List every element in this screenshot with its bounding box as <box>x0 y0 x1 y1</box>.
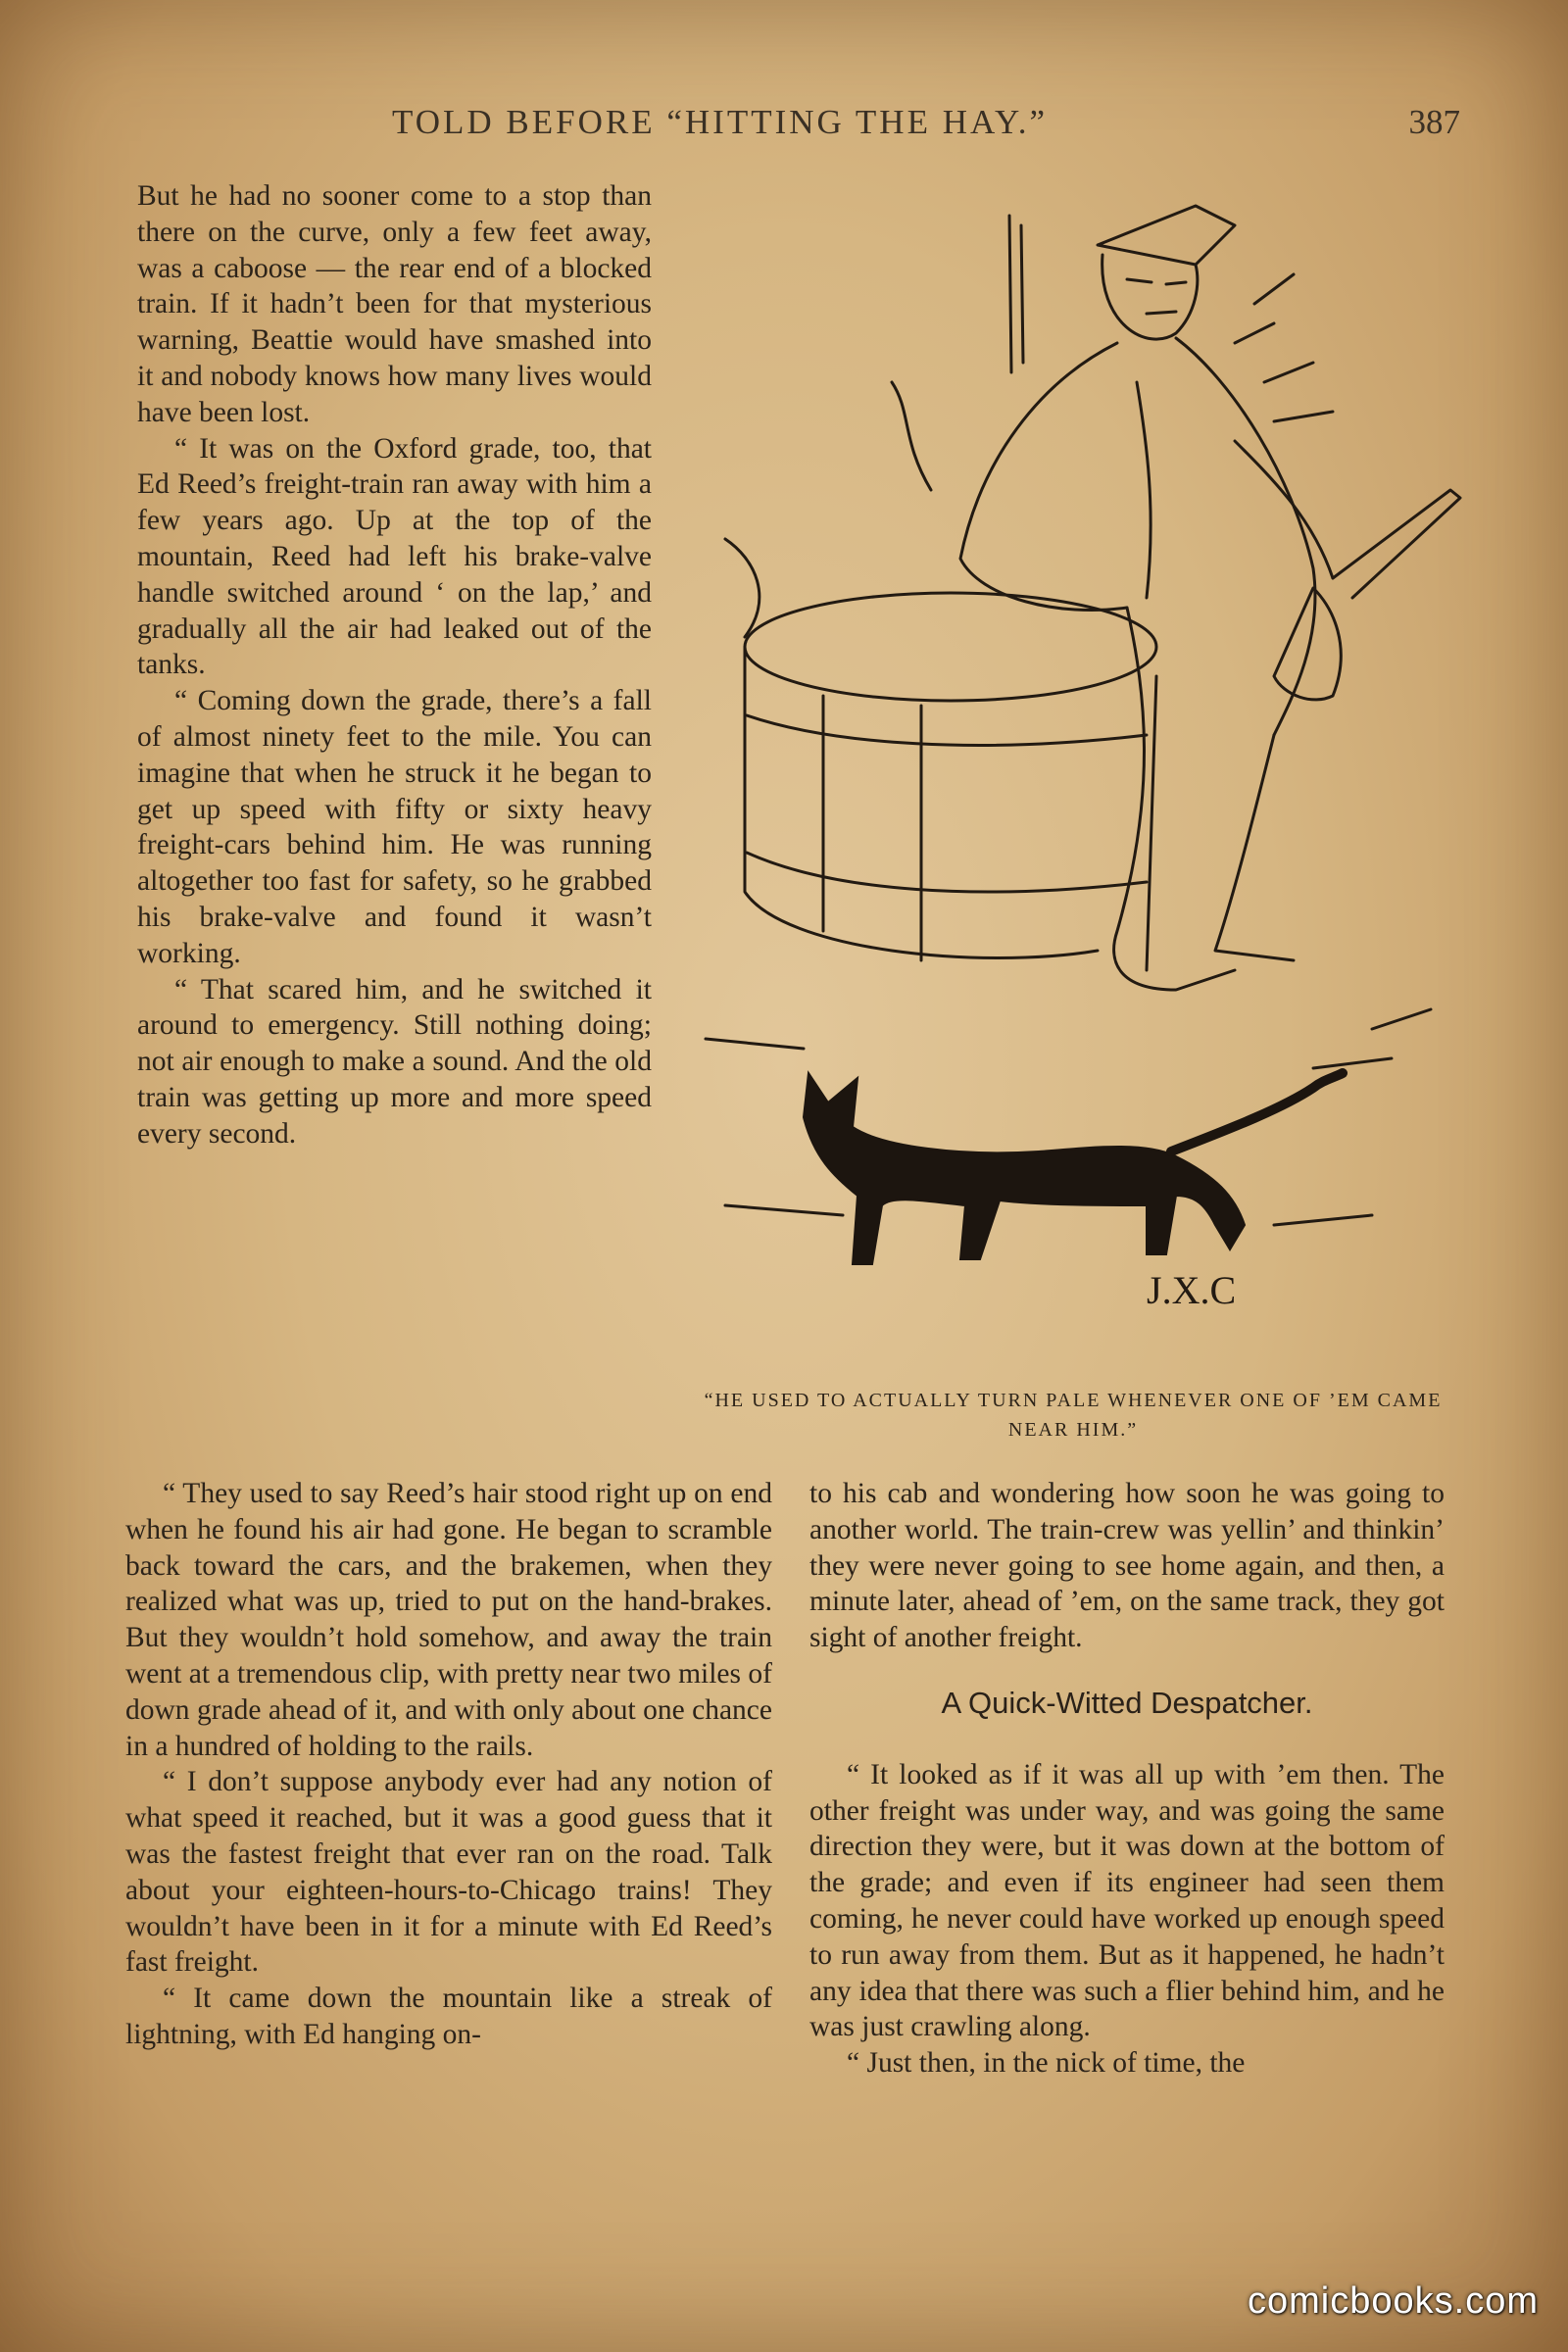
running-title: TOLD BEFORE “HITTING THE HAY.” <box>392 103 1049 141</box>
paragraph: “ Just then, in the nick of time, the <box>847 2047 1246 2080</box>
paragraph: “ It was on the Oxford grade, too, that Ed Reed’s freight-train ran away with him a few years ago. Up at the top of the mountain, Reed had left his brake-valve handle switched around ‘ on the lap,’ and gradually all the air had leaked out of the tanks. <box>137 432 652 681</box>
artist-signature: J.X.C <box>1147 1268 1237 1312</box>
barrel-right-side <box>1147 676 1156 970</box>
black-cat <box>804 1073 1245 1264</box>
site-watermark: comicbooks.com <box>1248 2280 1539 2322</box>
head <box>1102 255 1198 339</box>
running-header <box>392 103 1460 152</box>
illustration-caption: “HE USED TO ACTUALLY TURN PALE WHENEVER ONE OF ’EM CAME NEAR HIM.” <box>704 1390 1443 1441</box>
paragraph: “ That scared him, and he switched it around to emergency. Still nothing doing; not air enough to make a sound. And the old train was getting up more and more speed every second. <box>137 973 652 1150</box>
illustration-man-on-barrel-with-cat <box>686 186 1470 1343</box>
top-text-column <box>137 178 652 1152</box>
bottom-right-text-column <box>809 1476 1445 2082</box>
leg-front <box>1114 608 1235 990</box>
torso-left <box>960 343 1127 611</box>
cat-tail <box>1171 1073 1343 1152</box>
paragraph: “ It looked as if it was all up with ’em then. The other freight was under way, and was going the same direction they were, but it was down at the bottom of the grade; and even if its engineer had seen them coming, he never could have worked up enough speed to run away from them. But as it happened, he hadn’t any idea that there was such a flier behind him, and he was just crawling along. <box>809 1758 1445 2043</box>
paragraph: “ It came down the mountain like a streak of lightning, with Ed hanging on- <box>125 1983 772 2050</box>
paragraph: “ I don’t suppose anybody ever had any notion of what speed it reached, but it was a good guess that it was the fastest freight that ever ran on the road. Talk about your eighteen-hours-to-Chicago trains! They wouldn’t have been in it for a minute with Ed Reed’s fast freight. <box>125 1766 772 1979</box>
torso-right <box>1176 338 1315 735</box>
paragraph: “ They used to say Reed’s hair stood right up on end when he found his air had gone. He began to scramble back toward the cars, and the brakemen, when they realized what was up, tried to put on the hand-brakes. But they wouldn’t hold somehow, and away the train went at a tremendous clip, with pretty near two miles of down grade ahead of it, and with only about one chance in a hundred of holding to the rails. <box>125 1478 772 1762</box>
oil-can-spout <box>1333 490 1460 598</box>
cap <box>1098 206 1235 265</box>
pole-line <box>1009 216 1011 372</box>
page-number: 387 <box>1408 103 1460 141</box>
paragraph: But he had no sooner come to a stop than there on the curve, only a few feet away, was a caboose — the rear end of a blocked train. If it hadn’t been for that mysterious warning, Beattie would have smashed into it and nobody knows how many lives would have been lost. <box>137 180 652 428</box>
section-subheading: A Quick-Witted Despatcher. <box>941 1685 1313 1720</box>
leg-back <box>1215 735 1294 960</box>
paragraph: “ Coming down the grade, there’s a fall of almost ninety feet to the mile. You can imagine that when he struck it he began to get up speed with fifty or sixty heavy freight-cars behind him. He was running altogether too fast for safety, so he grabbed his brake-valve and found it wasn’t working. <box>137 685 652 969</box>
oil-can <box>1274 588 1341 700</box>
barrel-top <box>745 593 1156 701</box>
bottom-left-text-column <box>125 1476 772 2053</box>
paragraph-continuation: to his cab and wondering how soon he was going to another world. The train-crew was yellin’ and thinkin’ they were never going to see home again, and then, a minute later, ahead of ’em, on the same track, they got sight of another freight. <box>809 1478 1445 1654</box>
